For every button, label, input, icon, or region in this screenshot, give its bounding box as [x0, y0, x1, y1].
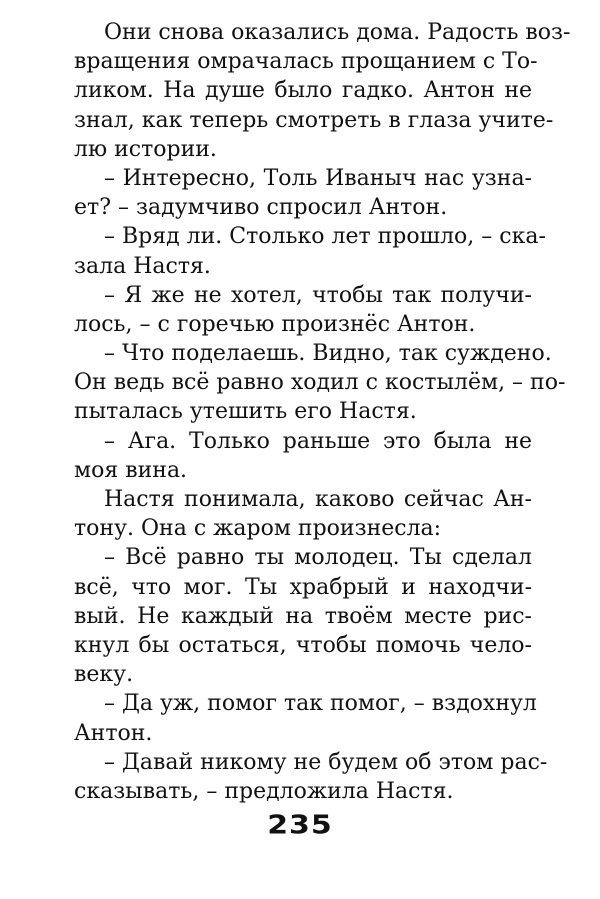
text-line: – Интересно, Толь Иваныч нас узна- [104, 165, 532, 191]
text-line: кнул бы остаться, чтобы помочь чело- [74, 632, 532, 658]
page-number: 235 [267, 810, 333, 841]
text-line: зала Настя. [74, 253, 211, 279]
text-line: ликом. На душе было гадко. Антон не [74, 78, 532, 104]
text-line: лось, – с горечью произнёс Антон. [74, 311, 476, 337]
text-line: – Что поделаешь. Видно, так суждено. [104, 341, 552, 367]
text-line: – Я же не хотел, чтобы так получи- [104, 282, 532, 308]
text-line: вый. Не каждый на твоём месте рис- [74, 603, 532, 629]
text-line: ет? – задумчиво спросил Антон. [74, 195, 448, 221]
text-line: вращения омрачалась прощанием с То- [74, 49, 538, 75]
text-line: веку. [74, 662, 134, 688]
text-line: пыталась утешить его Настя. [74, 399, 417, 425]
text-line: Настя понимала, каково сейчас Ан- [104, 487, 532, 512]
text-line: – Давай никому не будем об этом рас- [104, 749, 548, 775]
text-line: – Ага. Только раньше это была не [104, 428, 532, 454]
text-line: – Всё равно ты молодец. Ты сделал [104, 545, 532, 571]
text-line: моя вина. [74, 457, 188, 483]
text-line: знал, как теперь смотреть в глаза учите- [74, 107, 554, 133]
page-body [74, 18, 571, 806]
text-line: Они снова оказались дома. Радость воз- [104, 20, 571, 45]
text-line: – Да уж, помог так помог, – вздохнул [104, 691, 537, 717]
text-line: сказывать, – предложила Настя. [74, 778, 454, 804]
text-line: – Вряд ли. Столько лет прошло, – ска- [104, 224, 546, 250]
text-line: всё, что мог. Ты храбрый и находчи- [74, 574, 532, 600]
text-line: лю истории. [74, 136, 217, 162]
text-line: тону. Она с жаром произнесла: [74, 516, 442, 542]
text-line: Он ведь всё равно ходил с костылём, – по- [74, 370, 566, 396]
text-line: Антон. [74, 720, 153, 746]
